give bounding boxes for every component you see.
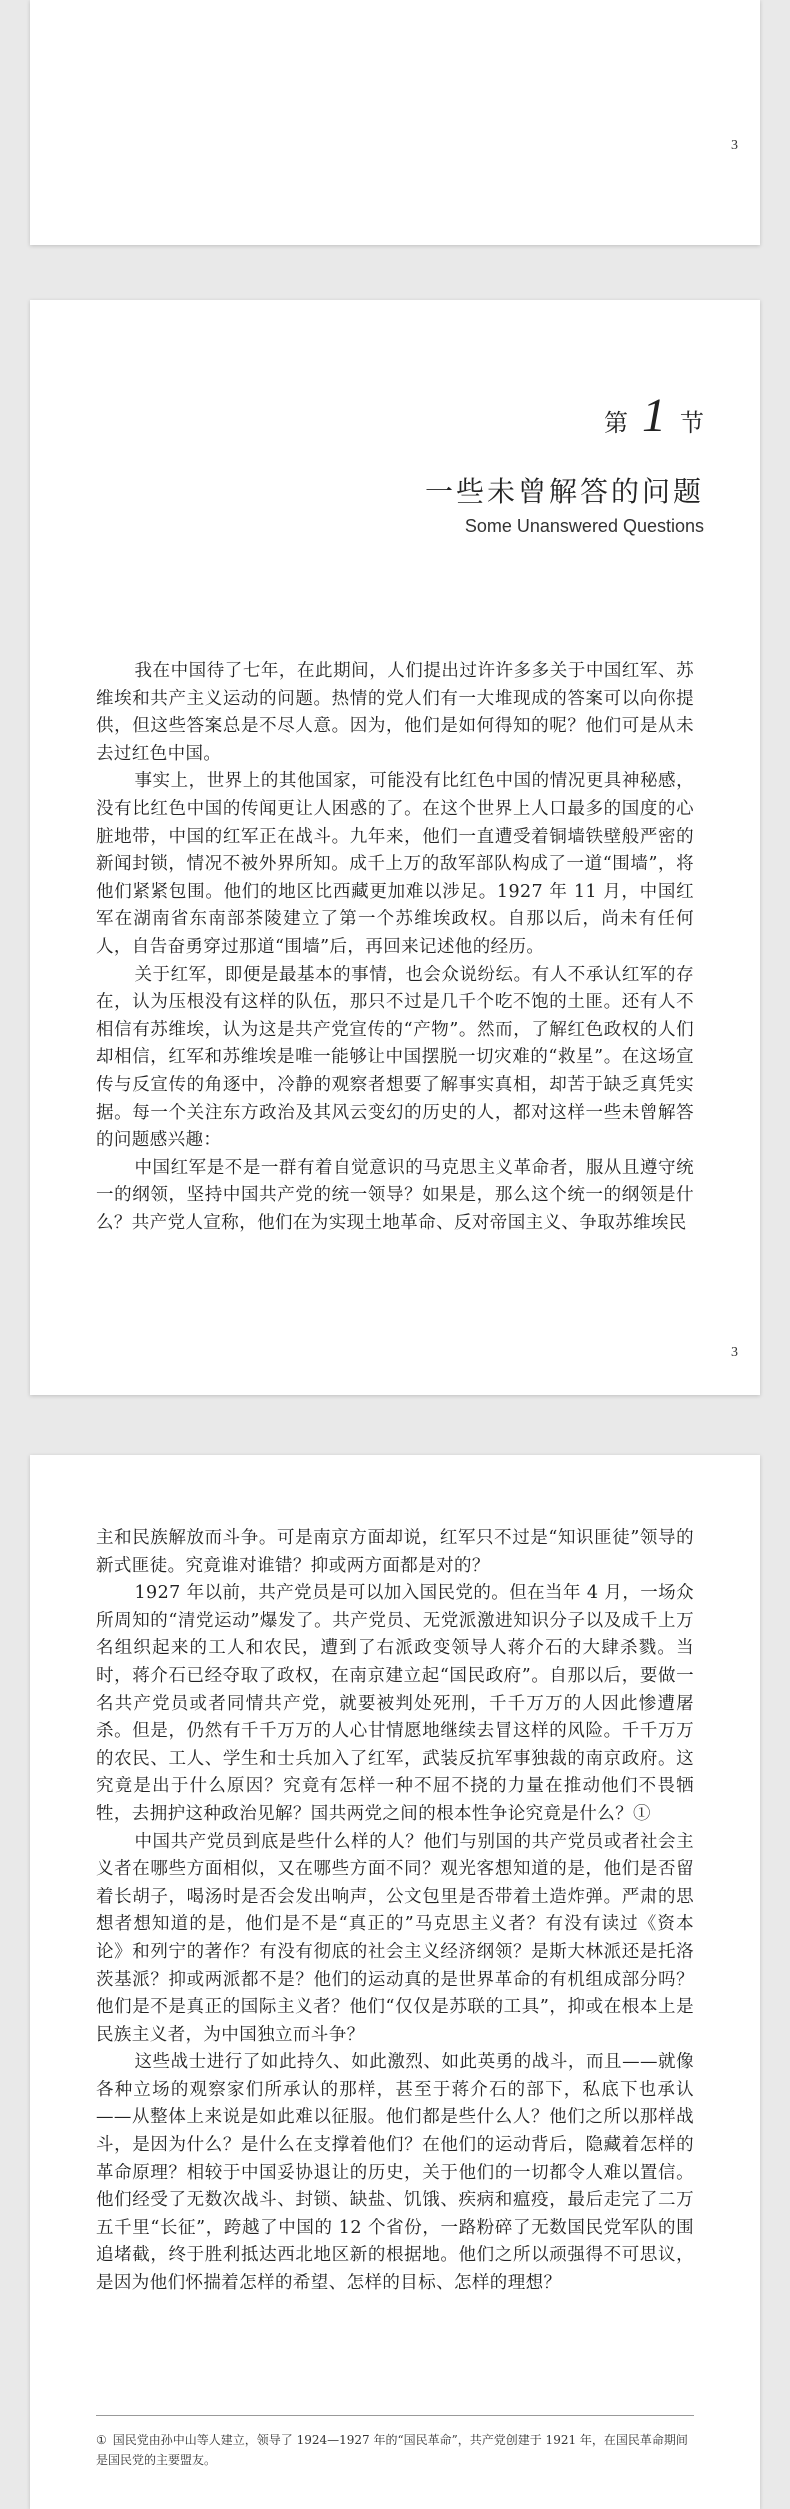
page-number: 3 xyxy=(731,138,738,153)
body-text xyxy=(96,658,694,1237)
footnote-mark: ① xyxy=(96,2433,107,2447)
page-previous xyxy=(30,0,760,245)
paragraph: 这些战士进行了如此持久、如此激烈、如此英勇的战斗，而且——就像各种立场的观察家们所承认的那样，甚至于蒋介石的部下，私底下也承认——从整体上来说是如此难以征服。他们都是些什么人？他们之所以那样战斗，是因为什么？是什么在支撑着他们？在他们的运动背后，隐藏着怎样的革命原理？相较于中国妥协退让的历史，关于他们的一切都令人难以置信。他们经受了无数次战斗、封锁、缺盐、饥饿、疾病和瘟疫，最后走完了二万五千里“长征”，跨越了中国的 12 个省份，一路粉碎了无数国民党军队的围追堵截，终于胜利抵达西北地区新的根据地。他们之所以顽强得不可思议，是因为他们怀揣着怎样的希望、怎样的目标、怎样的理想？ xyxy=(96,2052,694,2294)
paragraph: 事实上，世界上的其他国家，可能没有比红色中国的情况更具神秘感，没有比红色中国的传闻更让人困惑的了。在这个世界上人口最多的国度的心脏地带，中国的红军正在战斗。九年来，他们一直遭受着铜墙铁壁般严密的新闻封锁，情况不被外界所知。成千上万的敌军部队构成了一道“围墙”，将他们紧紧包围。他们的地区比西藏更加难以涉足。1927 年 11 月，中国红军在湖南省东南部茶陵建立了第一个苏维埃政权。自那以后，尚未有任何人，自告奋勇穿过那道“围墙”后，再回来记述他的经历。 xyxy=(96,771,694,957)
section-label-post: 节 xyxy=(680,409,704,437)
paragraph: 中国共产党员到底是些什么样的人？他们与别国的共产党员或者社会主义者在哪些方面相似，又在哪些方面不同？观光客想知道的是，他们是否留着长胡子，喝汤时是否会发出响声，公文包里是否带着土造炸弹。严肃的思想者想知道的是，他们是不是“真正的”马克思主义者？有没有读过《资本论》和列宁的著作？有没有彻底的社会主义经济纲领？是斯大林派还是托洛茨基派？抑或两派都不是？他们的运动真的是世界革命的有机组成部分吗？他们是不是真正的国际主义者？他们“仅仅是苏联的工具”，抑或在根本上是民族主义者，为中国独立而斗争？ xyxy=(96,1831,694,2045)
section-title-english: Some Unanswered Questions xyxy=(464,516,704,536)
section-label-pre: 第 xyxy=(604,409,628,437)
section-number: 1 xyxy=(642,389,666,442)
section-heading xyxy=(604,389,704,442)
section-title-chinese: 一些未曾解答的问题 xyxy=(424,475,704,508)
body-text xyxy=(96,1525,694,2298)
page-number: 3 xyxy=(731,1345,738,1360)
paragraph: 我在中国待了七年，在此期间，人们提出过许许多多关于中国红军、苏维埃和共产主义运动的问题。热情的党人们有一大堆现成的答案可以向你提供，但这些答案总是不尽人意。因为，他们是如何得知的呢？他们可是从未去过红色中国。 xyxy=(96,661,694,764)
paragraph: 关于红军，即便是最基本的事情，也会众说纷纭。有人不承认红军的存在，认为压根没有这样的队伍，那只不过是几千个吃不饱的土匪。还有人不相信有苏维埃，认为这是共产党宣传的“产物”。然而，了解红色政权的人们却相信，红军和苏维埃是唯一能够让中国摆脱一切灾难的“救星”。在这场宣传与反宣传的角逐中，冷静的观察者想要了解事实真相，却苦于缺乏真凭实据。每一个关注东方政治及其风云变幻的历史的人，都对这样一些未曾解答的问题感兴趣： xyxy=(96,964,694,1151)
paragraph-continued: 主和民族解放而斗争。可是南京方面却说，红军只不过是“知识匪徒”领导的新式匪徒。究竟谁对谁错？抑或两方面都是对的？ xyxy=(96,1528,694,1576)
page-section-start xyxy=(30,300,760,1395)
paragraph: 1927 年以前，共产党员是可以加入国民党的。但在当年 4 月，一场众所周知的“清党运动”爆发了。共产党员、无党派激进知识分子以及成千上万名组织起来的工人和农民，遭到了右派政变领导人蒋介石的大肆杀戮。当时，蒋介石已经夺取了政权，在南京建立起“国民政府”。自那以后，要做一名共产党员或者同情共产党，就要被判处死刑，千千万万的人因此惨遭屠杀。但是，仍然有千千万万的人心甘情愿地继续去冒这样的风险。千千万万的农民、工人、学生和士兵加入了红军，武装反抗军事独裁的南京政府。这究竟是出于什么原因？究竟有怎样一种不屈不挠的力量在推动他们不畏牺牲，去拥护这种政治见解？国共两党之间的根本性争论究竟是什么？① xyxy=(96,1583,694,1824)
footnote-text: 国民党由孙中山等人建立，领导了 1924—1927 年的“国民革命”，共产党创建于 1921 年，在国民革命期间是国民党的主要盟友。 xyxy=(96,2433,688,2467)
footnote xyxy=(96,2415,694,2470)
paragraph: 中国红军是不是一群有着自觉意识的马克思主义革命者，服从且遵守统一的纲领，坚持中国共产党的统一领导？如果是，那么这个统一的纲领是什么？共产党人宣称，他们在为实现土地革命、反对帝国主义、争取苏维埃民 xyxy=(96,1157,694,1233)
page-continuation xyxy=(30,1455,760,2509)
